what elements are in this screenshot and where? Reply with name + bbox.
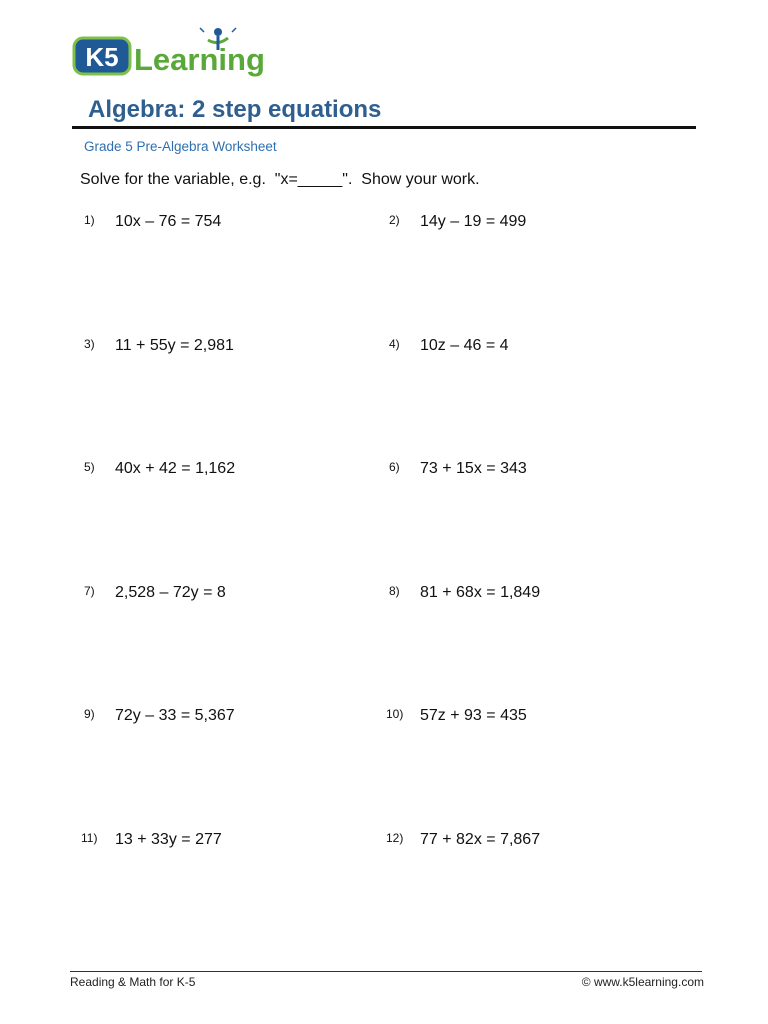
problem-number: 11) [81, 831, 98, 845]
problem-number: 5) [84, 460, 95, 475]
logo-word: Learning [134, 42, 265, 77]
problem-equation: 2,528 – 72y = 8 [115, 583, 226, 601]
problem-equation: 40x + 42 = 1,162 [115, 460, 236, 478]
problem-number: 6) [389, 460, 400, 475]
problem-equation: 14y – 19 = 499 [420, 213, 527, 230]
problem-equation: 57z + 93 = 435 [420, 707, 527, 725]
k5-learning-logo [72, 26, 272, 82]
page-subtitle: Grade 5 Pre-Algebra Worksheet [84, 139, 277, 154]
problem-number: 1) [84, 213, 95, 227]
problem-number: 12) [386, 831, 404, 845]
title-divider [72, 126, 696, 129]
logo-badge-text: K5 [85, 42, 119, 72]
instructions: Solve for the variable, e.g. "x=_____". Show your work. [80, 171, 480, 188]
problem-number: 8) [389, 583, 400, 598]
footer-divider [70, 971, 702, 972]
problem-equation: 10z – 46 = 4 [420, 336, 509, 354]
footer-right-text: © www.k5learning.com [581, 975, 704, 989]
problem-number: 10) [386, 707, 404, 722]
problem-equation: 81 + 68x = 1,849 [420, 583, 541, 601]
problem-number: 3) [84, 336, 95, 351]
problem-number: 9) [84, 707, 95, 722]
problem-equation: 13 + 33y = 277 [115, 831, 222, 848]
footer-left-text: Reading & Math for K-5 [70, 975, 196, 989]
problem-number: 7) [84, 583, 95, 598]
problem-equation: 10x – 76 = 754 [115, 213, 222, 230]
page-title: Algebra: 2 step equations [88, 96, 382, 123]
problem-equation: 73 + 15x = 343 [420, 460, 527, 478]
problem-equation: 77 + 82x = 7,867 [420, 831, 541, 848]
k5-logo-graphic [72, 26, 272, 82]
problem-number: 4) [389, 336, 400, 351]
problem-number: 2) [389, 213, 400, 227]
problem-equation: 11 + 55y = 2,981 [115, 336, 234, 354]
problem-equation: 72y – 33 = 5,367 [115, 707, 235, 725]
